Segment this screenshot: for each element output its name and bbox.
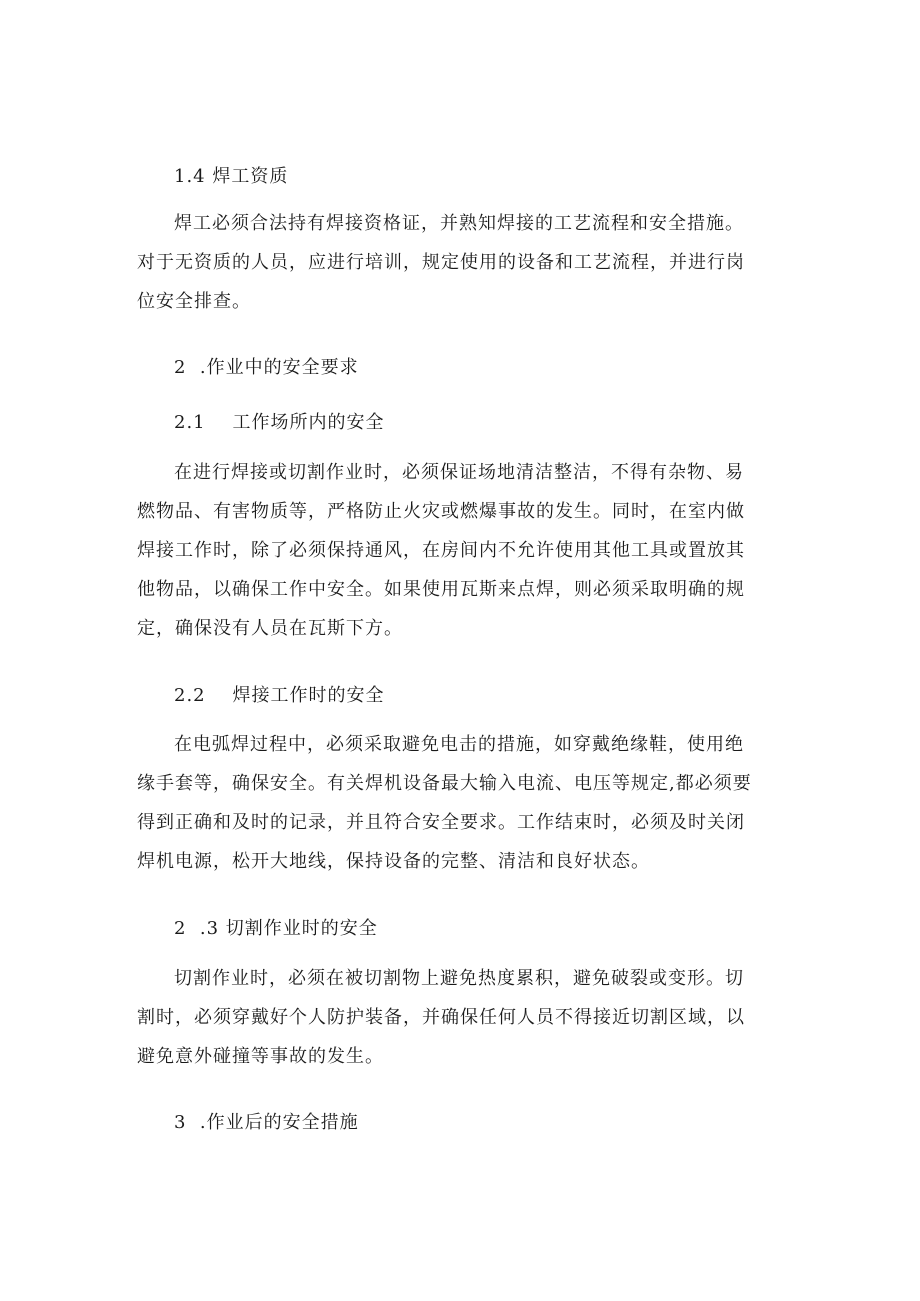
paragraph-line: 焊接工作时，除了必须保持通风，在房间内不允许使用其他工具或置放其 — [137, 540, 745, 561]
section-heading-1-4: 1.4 焊工资质 — [174, 166, 289, 187]
paragraph-workplace-safety — [137, 453, 787, 648]
paragraph-line: 在进行焊接或切割作业时，必须保证场地清洁整洁，不得有杂物、易 — [174, 462, 744, 483]
paragraph-line: 得到正确和及时的记录，并且符合安全要求。工作结束时，必须及时关闭 — [137, 812, 745, 833]
paragraph-line: 焊机电源，松开大地线，保持设备的完整、清洁和良好状态。 — [137, 851, 650, 872]
paragraph-welder-qualification — [137, 204, 787, 321]
section-heading-2-3: 2 .3 切割作业时的安全 — [174, 918, 378, 939]
paragraph-line: 位安全排查。 — [137, 291, 251, 312]
paragraph-line: 对于无资质的人员，应进行培训，规定使用的设备和工艺流程，并进行岗 — [137, 252, 745, 273]
paragraph-line: 缘手套等，确保安全。有关焊机设备最大输入电流、电压等规定,都必须要 — [137, 773, 752, 794]
paragraph-line: 在电弧焊过程中，必须采取避免电击的措施，如穿戴绝缘鞋，使用绝 — [174, 734, 744, 755]
paragraph-line: 切割作业时，必须在被切割物上避免热度累积，避免破裂或变形。切 — [174, 968, 744, 989]
paragraph-cutting-safety — [137, 959, 787, 1076]
paragraph-welding-safety — [137, 725, 787, 881]
paragraph-line: 避免意外碰撞等事故的发生。 — [137, 1046, 384, 1067]
paragraph-line: 他物品，以确保工作中安全。如果使用瓦斯来点焊，则必须采取明确的规 — [137, 579, 745, 600]
paragraph-line: 焊工必须合法持有焊接资格证，并熟知焊接的工艺流程和安全措施。 — [174, 213, 744, 234]
paragraph-line: 割时，必须穿戴好个人防护装备，并确保任何人员不得接近切割区域，以 — [137, 1007, 745, 1028]
section-heading-2-1: 2.1 工作场所内的安全 — [174, 412, 385, 433]
section-heading-2: 2 .作业中的安全要求 — [174, 357, 359, 378]
section-heading-3: 3 .作业后的安全措施 — [174, 1112, 359, 1133]
paragraph-line: 燃物品、有害物质等，严格防止火灾或燃爆事故的发生。同时，在室内做 — [137, 501, 745, 522]
section-heading-2-2: 2.2 焊接工作时的安全 — [174, 685, 385, 706]
paragraph-line: 定，确保没有人员在瓦斯下方。 — [137, 618, 403, 639]
